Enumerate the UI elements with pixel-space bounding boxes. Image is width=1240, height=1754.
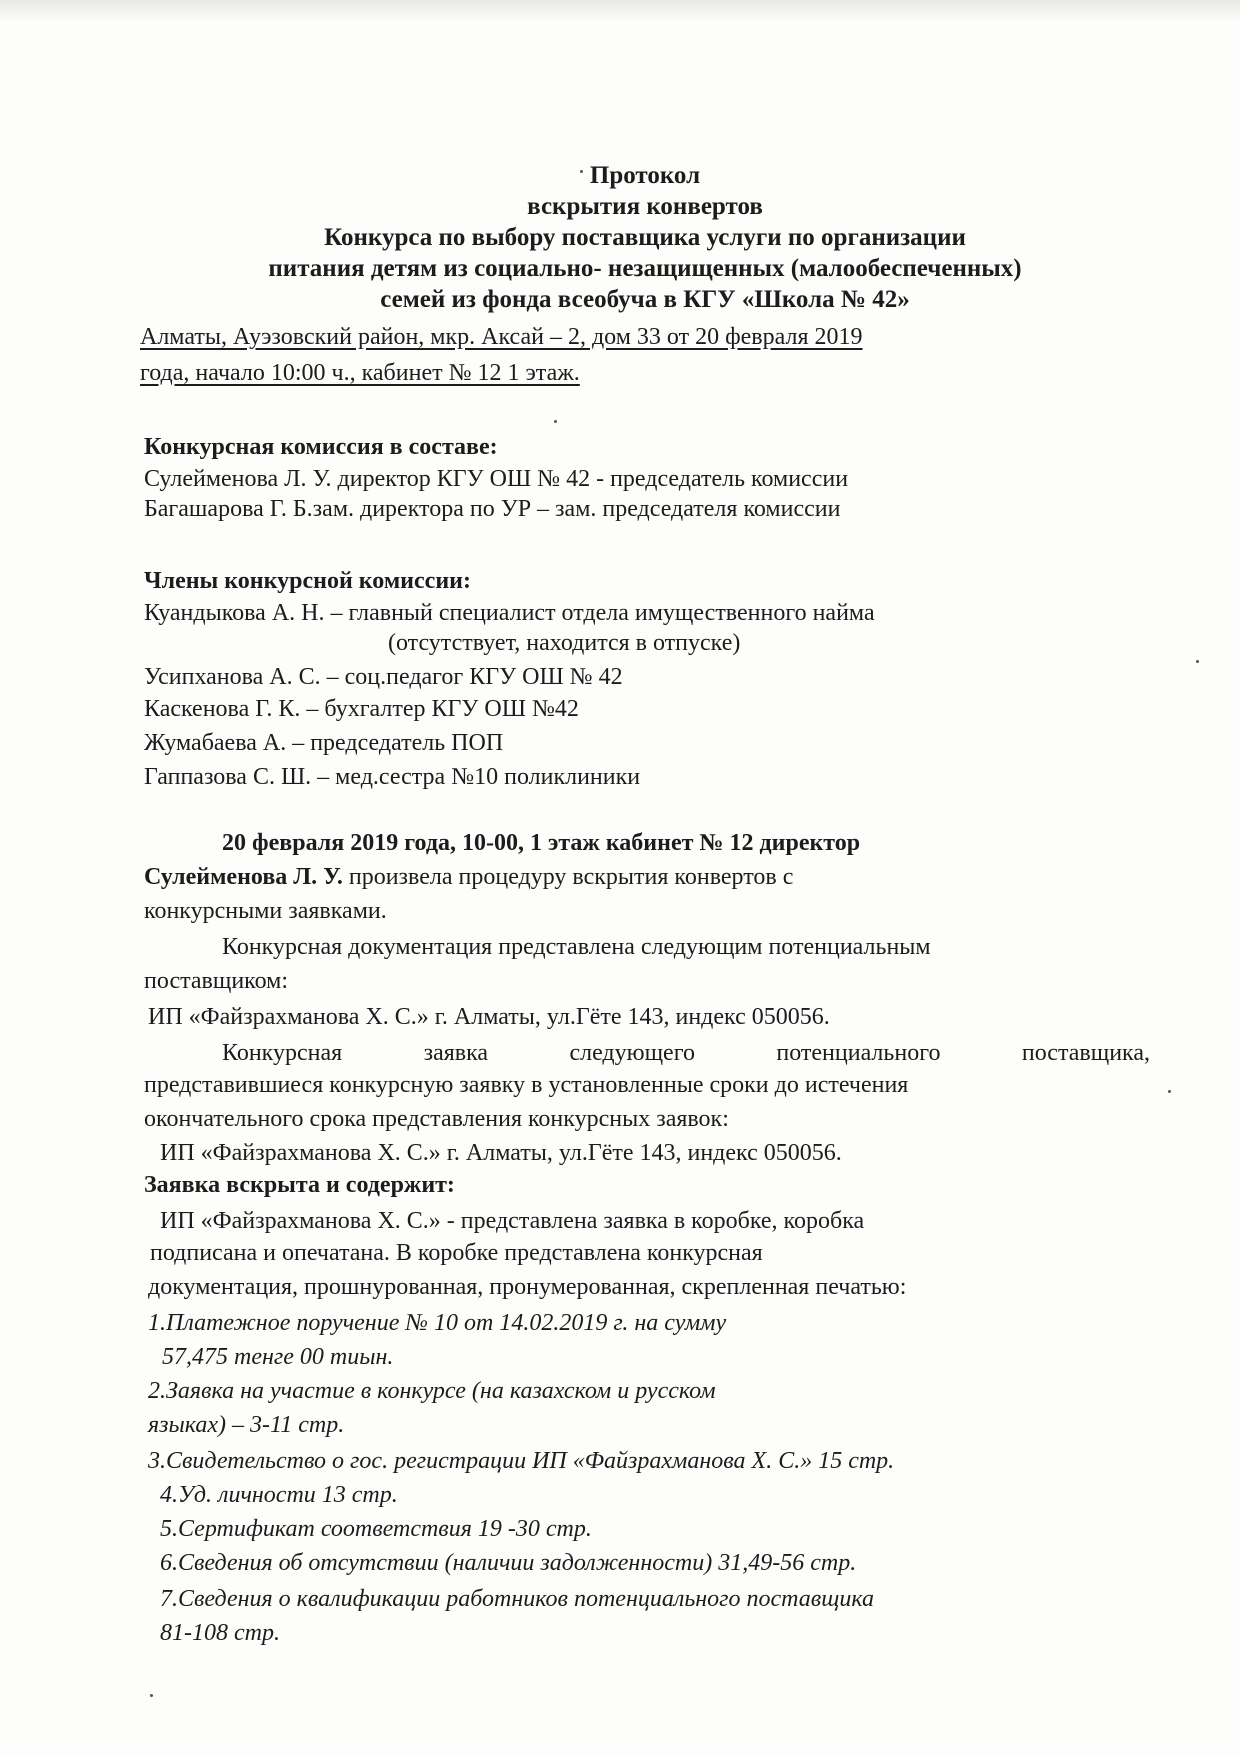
scan-edge-shadow: [0, 0, 1240, 22]
director-name: Сулейменова Л. У.: [144, 864, 343, 890]
title-line: Протокол: [589, 162, 701, 189]
supplier-line: ИП «Файзрахманова Х. С.» г. Алматы, ул.Гёте 143, индекс 050056.: [148, 1004, 830, 1030]
commission-member: Сулейменова Л. У. директор КГУ ОШ № 42 - председатель комиссии: [144, 466, 849, 492]
contents-heading: Заявка вскрыта и содержит:: [144, 1172, 455, 1198]
contents-item: 4.Уд. личности 13 стр.: [160, 1482, 398, 1508]
contents-item: 1.Платежное поручение № 10 от 14.02.2019 г. на сумму: [148, 1310, 727, 1336]
commission-heading: Конкурсная комиссия в составе:: [144, 434, 498, 460]
contents-item: 3.Свидетельство о гос. регистрации ИП «Файзрахманова Х. С.» 15 стр.: [148, 1448, 895, 1474]
scan-speck: [554, 420, 557, 423]
title-line: питания детям из социально- незащищенных (малообеспеченных): [268, 255, 1022, 282]
member-entry: Усипханова А. С. – соц.педагог КГУ ОШ № 42: [144, 664, 623, 690]
member-entry: Каскенова Г. К. – бухгалтер КГУ ОШ №42: [144, 696, 579, 722]
location-line: года, начало 10:00 ч., кабинет № 12 1 этаж.: [140, 360, 580, 386]
contents-item: 81-108 стр.: [160, 1620, 280, 1646]
opening-line: [144, 862, 793, 892]
contents-desc: подписана и опечатана. В коробке представлена конкурсная: [150, 1240, 763, 1266]
scan-speck: [580, 170, 583, 173]
members-heading: Члены конкурсной комиссии:: [144, 568, 471, 594]
member-note: (отсутствует, находится в отпуске): [388, 630, 741, 656]
member-entry: Куандыкова А. Н. – главный специалист отдела имущественного найма: [144, 600, 875, 626]
contents-item: 2.Заявка на участие в конкурсе (на казахском и русском: [148, 1378, 716, 1404]
title-line: семей из фонда всеобуча в КГУ «Школа № 42»: [380, 286, 910, 313]
contents-desc: ИП «Файзрахманова Х. С.» - представлена заявка в коробке, коробка: [160, 1208, 865, 1234]
title-line: вскрытия конвертов: [527, 193, 763, 220]
documentation-line: поставщиком:: [144, 968, 289, 994]
contents-item: 5.Сертификат соответствия 19 -30 стр.: [160, 1516, 592, 1542]
supplier-line: ИП «Файзрахманова Х. С.» г. Алматы, ул.Гёте 143, индекс 050056.: [160, 1140, 842, 1166]
opening-date-line: 20 февраля 2019 года, 10-00, 1 этаж кабинет № 12 директор: [222, 830, 861, 856]
location-line: Алматы, Ауэзовский район, мкр. Аксай – 2, дом 33 от 20 февраля 2019: [140, 324, 863, 350]
document-title: [150, 160, 1140, 315]
scan-speck: [150, 1694, 153, 1697]
member-entry: Жумабаева А. – председатель ПОП: [144, 730, 504, 756]
title-line: Конкурса по выбору поставщика услуги по организации: [324, 224, 966, 251]
application-line: окончательного срока представления конкурсных заявок:: [144, 1106, 729, 1132]
contents-item: 57,475 тенге 00 тиын.: [162, 1344, 394, 1370]
contents-item: языках) – 3-11 стр.: [148, 1412, 345, 1438]
documentation-line: Конкурсная документация представлена следующим потенциальным: [222, 934, 931, 960]
contents-item: 6.Сведения об отсутствии (наличии задолженности) 31,49-56 стр.: [160, 1550, 857, 1576]
member-entry: Гаппазова С. Ш. – мед.сестра №10 поликлиники: [144, 764, 641, 790]
application-line: Конкурсная заявка следующего потенциального поставщика,: [222, 1040, 1150, 1066]
commission-member: Багашарова Г. Б.зам. директора по УР – зам. председателя комиссии: [144, 496, 841, 522]
contents-item: 7.Сведения о квалификации работников потенциального поставщика: [160, 1586, 874, 1612]
scan-speck: [1196, 660, 1199, 663]
application-line: представившиеся конкурсную заявку в установленные сроки до истечения: [144, 1072, 909, 1098]
contents-desc: документация, прошнурованная, пронумерованная, скрепленная печатью:: [148, 1274, 907, 1300]
opening-line: конкурсными заявками.: [144, 898, 387, 924]
scan-speck: [1168, 1090, 1171, 1093]
opening-line-text: произвела процедуру вскрытия конвертов с: [342, 864, 794, 890]
